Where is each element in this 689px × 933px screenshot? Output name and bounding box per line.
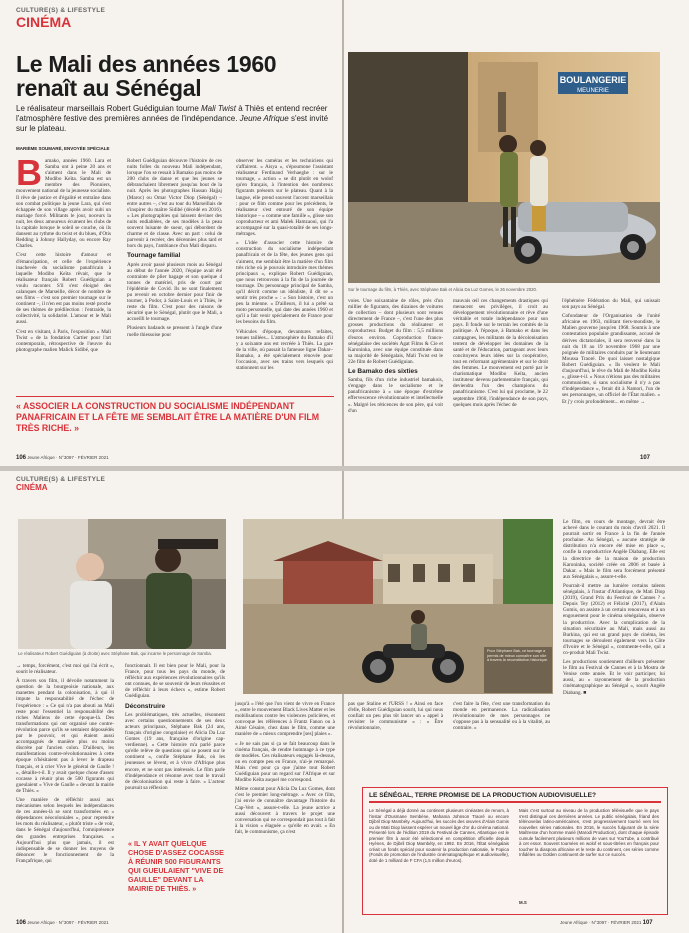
body-column-2 (127, 158, 222, 341)
photo-caption-director: Le réalisateur Robert Guédiguian (à droite) avec Stéphane Bak, qui incarne le personnage de Samba. (18, 651, 212, 656)
paragraph: amako, années 1960. Lara et Samba ont à peine 20 ans et s'aiment dans le Mali de Modibo Keïta. Samba est un membre des Pionniers, mouvement national de la jeunesse socialiste. Il rêve de justice et d'égalité et entraîne dans son combat politique la jeune Lara, qui s'est échappée de son village après avoir subi un mariage forcé. Militants le jour, noceurs la nuit, les deux amoureux écument les clubs de la capitale lorsque le soleil se couche, où ils dansent au rythme du twist et du blues, d'Otis Redding à Johnny Hallyday, ou encore Ray Charles. (16, 158, 111, 250)
photo-illustration (348, 52, 660, 283)
page-number: 106 (16, 455, 27, 461)
deck-magazine: Jeune Afrique (239, 114, 289, 123)
title-line-2: renaît au Sénégal (16, 75, 202, 101)
page-footer-right (640, 455, 650, 461)
body-column-p2-3 (235, 701, 335, 838)
section-kicker: CULTURE(S) & LIFESTYLE (16, 476, 106, 483)
page-footer-left (16, 455, 109, 461)
spread-top (0, 0, 689, 466)
title-line-1: Le Mali des années 1960 (16, 51, 277, 77)
spread-bottom (0, 471, 689, 933)
paragraph: mauvais œil ces changements drastiques qui menacent ses privilèges, il croit au développement révolutionnaire et rêve d'une véritable et totale indépendance pour son pays. Il fonde sur le terrain les comités de la politique. À l'époque, à Bamako et dans les campagnes, les militants de la décolonisation tentent de développer les domaines de la santé et de l'éducation, partageant avec leurs concitoyens leurs idées sur la coopérative, tout en reformant agrémentaire et sur le droit des femmes. Le mouvement est porté par le charismatique Modibo Keïta, ancien instituteur devenu parlementaire français, qui deviendra l'un des champions du panafricanisme. C'est lui qui proclame, le 22 septembre 1960, l'indépendance de son pays, quelques mois après l'échec de (453, 298, 548, 408)
paragraph: fonctionnait. Il est bien pour le Mali, pour la France, pour tous les pays du monde, de réfléchir aux expériences révolutionnaires qu'ils ont connues, de se souvenir de leurs réussites et de réfléchir à leurs échecs », estime Robert Guédiguian. (125, 663, 225, 700)
page-number: 106 (16, 920, 27, 926)
paragraph: « L'idée d'associer cette histoire de construction du socialisme indépendant panafricain et de la fête, des jeunes gens qui s'aiment, me semblait être la matière d'un film très riche où je pouvais introduire mes thèmes principaux », explique Robert Guédiguian, que nous retrouvons à la fin de la journée de tournage. Du personnage principal de Samba, qu'il décrit comme un idéaliste, il dit se « sentir très proche » : « Son histoire, c'est un peu la mienne. » D'ailleurs, il lui a prêté sa moto personnelle, qui date des années 1960 et qu'il a fait venir spécialement de France pour les besoins du film. (236, 240, 333, 326)
section-header-2 (16, 476, 105, 492)
subhead-bamako: Le Bamako des sixties (348, 368, 418, 376)
deck-text: à Thiès et entend recréer l'atmosphère festive des premières années de l'indépendance. (16, 104, 328, 123)
footer-publication: Jeune Afrique · N°3097 · FÉVRIER 2021 (27, 920, 109, 925)
drop-cap: B (16, 152, 42, 193)
deck-text: Le réalisateur marseillais Robert Guédiguian tourne (16, 104, 201, 113)
body-column-p2-6 (563, 519, 665, 699)
section-title: CINÉMA (16, 483, 48, 492)
shop-sign-2: MEUNERIE (577, 88, 609, 94)
section-header (16, 7, 105, 30)
body-column-p2-2 (125, 663, 225, 794)
paragraph: c'est faire la fête, c'est une transformation du monde en permanence. La radicalisation révolutionnaire de mes personnages ne s'oppose pas à la sensualité ou à la vitalité, au contraire. » (453, 701, 550, 732)
photo-film-set (348, 52, 660, 283)
body-column-3 (236, 158, 333, 374)
paragraph: Plusieurs badauds se pressent à l'angle d'une ruelle thiessoise pour (127, 325, 222, 338)
footer-publication: Jeune Afrique · N°3097 · FÉVRIER 2021 (560, 920, 642, 925)
photo-illustration (243, 519, 553, 694)
paragraph: Cofondateur de l'Organisation de l'unité africaine en 1963, militant tiers-mondiste, le Malien gouverne jusqu'en 1968. Soumis à une contestation populaire grandissante, accusé de dérives dictatoriales, il sera renversé dans la nuit du 18 au 19 novembre 1968 par une poignée de militaires conduits par le lieutenant Moussa Traoré. De quoi laisser nostalgique Robert Guédiguian. « Ils veulent le Mali d'aujourd'hui, le rêve du Mali de Modibo Keïta », glisse-t-il. « Nous n'étions pas des militaires communistes, si sans socialisme il n'y a pas d'indépendance », ferait dit à Namori, l'un de ses personnages, un officiel de l'État malien. « Et j'y crois profondément... en même → (562, 313, 660, 405)
byline: MARIÈME SOUMARÉ, ENVOYÉE SPÉCIALE (16, 146, 110, 151)
deck-text: s'est invité sur le plateau. (16, 114, 329, 133)
page-number: 107 (642, 920, 653, 926)
photo-director (18, 519, 226, 649)
photo-illustration (18, 519, 226, 649)
photo-caption-motorbike: Pour Stéphane Bak, ce tournage a permis de mieux connaître son rôle à travers la reconstitution historique. (487, 649, 548, 663)
page-footer-left-2 (16, 920, 109, 926)
spread-gutter (342, 0, 344, 466)
shop-sign-1: BOULANGERIE (559, 75, 627, 85)
paragraph: Robert Guédiguian découvre l'histoire de ces nuits folles du nouveau Mali indépendant, lorsque l'on se ressait à Bamako pas moins de 200 clubs de danse et que les jeunes se débranchaient librement jusqu'au bout de la nuit. Après les photographes Hassan Hajjaj (Maroc) ou Omar Victor Diop (Sénégal) – entre autres –, c'est au tour du Marseillais de s'inspirer du maître Sidibé (décédé en 2016). « Les photographies qui laissent deviner des nuits endiablées, de ses modèles à la peau souvent luisante de sueur, qui débordent de charme et de classe. Avec un part : celui de parvenir à recréer, des décennies plus tard et hors du pays, l'ambiance d'un Mali disparu. (127, 158, 222, 250)
paragraph: observer les caméras et les techniciens qui s'affairent. « Aisya », s'époumone l'assistant réalisateur Ferdinand Verhaeghe : sur le tournage, « action » se dit plutôt en wolof qu'en français, à l'intention des nombreux figurants présents sur le plateau. Quant à la langue, elle prend souvent l'accent marseillais : pour ce film comme pour les précédents, le réalisateur s'est entouré de son équipe historique – « comme une famille », glisse son coproducteur et ami Malek Hamzaoui, qui l'a accompagné sur la quasi-totalité de ses longs-métrages. (236, 158, 333, 238)
footer-publication: Jeune Afrique · N°3097 · FÉVRIER 2021 (27, 455, 109, 460)
paragraph: Samba, fils d'un riche industriel bamakois, s'engage dans le socialisme et le panafricanisme à « une époque d'extrême effervescence révolutionnaire et intellectuelle ». Malgré les réticences de son père, qui voit d'un (348, 377, 443, 414)
paragraph: Véhicules d'époque, devantures refaites, tenues taillées... L'atmosphère du Bamako d'il y a soixante ans est recréée à Thiès. La gare de la ville, où passait la fameuse ligne Dakar–Bamako, a été spécialement rénovée pour l'occasion, avec ses trains vers lesquels qui stationnent sur les (236, 328, 333, 372)
paragraph: C'est cette histoire d'amour et d'émancipation, et celle de l'expérience inachevée du socialisme panafricain à laquelle Modibo Keïta rêvait, que le réalisateur français Robert Guédiguian a voulu raconter. S'il s'est éloigné des calanques de Marseille, décor de nombre de ses films – c'est son premier tournage sur le continent –, il n'en est pas moins resté proche de ses thèmes de prédilection : l'entraide, la collectivité, la solidarité. L'amour et le Mali aussi. (16, 252, 111, 326)
photo-caption-top: Sur le tournage du film, à Thiès, avec Stéphane Bak et Alicia Da Luz Gomes, le 26 novembre 2020. (348, 287, 538, 292)
body-column-p2-1 (16, 663, 114, 867)
photo-street-motorbike (243, 519, 553, 694)
sidebar-box (362, 787, 668, 915)
body-column-1 (16, 152, 111, 356)
paragraph: Les problématiques, très actuelles, résonnent avec certains questionnements de ses deux acteurs principaux, Stéphane Bak (24 ans, français d'origine congolaise) et Alicia Da Luz Gomes (19 ans, française d'origine cap-verdienne). « Cette histoire m'a parlé parce qu'elle relève de questions qui se posent sur le continent », confie Stéphane Bak, où les jeunesses se lèvent, et à vivre d'Afrique plus encore, et ne sont pas intéressés. Le film parle d'indépendance et résonne avec tout le travail de décolonisation qui reste à faire. » L'acteur poursuit sa réflexion (125, 711, 225, 791)
article-title (16, 52, 336, 100)
subhead-deconstruire: Déconstruire (125, 702, 166, 710)
paragraph: voies. Une soixantaine de rôles, près d'un millier de figurants, des dizaines de voitures de collection – dont plusieurs sont venues directement de France –, c'est l'une des plus grosses productions du réalisateur et coproducteur. Budget du film : 5,5 millions d'euros environ. Coproduction franco-sénégalaise des sociétés Agat Films & Cie et Karoninka, avec une équipe constituée dans sa majorité de Sénégalais, Mali Twist est le 22e film de Robert Guédiguian. (348, 298, 443, 365)
paragraph: Après avoir passé plusieurs mois au Sénégal au début de l'année 2020, l'équipe avait été contrainte de plier bagage et son quelque 4 tonnes de matériel, pris de court par l'épidémie de Covid. Ils ne sont finalement pu revenir en octobre dernier pour finir de tourner, à Podor, à Saint-Louis et à Thiès, le reste du film. C'est pour des raisons de sécurité que le Sénégal, plutôt que le Mali, a accueilli le tournage. (127, 261, 222, 323)
sidebar-column-1: Le Sénégal a déjà donné au continent plusieurs cinéastes de renom, à l'instar d'Ousmane Sembène, Mahama Johnson Traoré ou encore Djibril Diop Mambéty. Aujourd'hui, les succès des œuvres d'Alain Gomis ou de Mati Diop laissent espérer un nouvel âge d'or du cinéma national. Présenté lors de l'édition 2019 du Festival de Cannes, Atlantique est le premier film à avoir été sélectionné en compétition officielle depuis Hyènes, de Djibril Diop Mambéty, en 1992. En 2016, l'État sénégalais créait un fonds spécial pour soutenir la production nationale, le Fopica (Fonds de promotion de l'industrie cinématographique et audiovisuelle), doté de 1 milliard de F CFA (1,5 million d'euros). (369, 808, 509, 863)
page-footer-right-2 (560, 920, 653, 926)
paragraph: pas que Staline et l'URSS ! » Ainsi en face d'elle, Robert Guédiguian sourit, lui qui nous confiait un peu plus tôt lancer un « appel à revisiter le communisme » : « Être révolutionnaire, (348, 701, 443, 732)
sidebar-title: LE SÉNÉGAL, TERRE PROMISE DE LA PRODUCTION AUDIOVISUELLE? (369, 792, 661, 803)
paragraph: C'est en visitant, à Paris, l'exposition « Mali Twist » de la fondation Cartier pour l'art contemporain, rétrospective de l'œuvre du photographe malien Malick Sidibé, que (16, 328, 111, 353)
body-column-4 (348, 298, 443, 417)
paragraph: Les productions soutiennent d'ailleurs présenter le film au Festival de Cannes et à la Mostra de Venise cette année. Et le voir participer, lui aussi, au « rayonnement de la production cinématographique au Sénégal », sourit Angèle Diabang. ■ (563, 659, 665, 696)
pull-quote-text: « ASSOCIER LA CONSTRUCTION DU SOCIALISME INDÉPENDANT PANAFRICAIN ET LA FÊTE ME SEMBLAIT ÊTRE LA MATIÈRE D'UN FILM TRÈS RICHE. » (16, 401, 320, 433)
paragraph: Le film, en cours de montage, devrait être achevé dans le courant du mois d'avril 2021. Il pourrait sortir en France à la fin de l'année prochaine. Au Sénégal, « aucune stratégie de distribution n'a encore été mise en place », confie la coproductrice Angèle Diabang. Elle est la directrice de la maison de production Karoninka, société créée en 2006 et basée à Dakar. « Mais le film sera forcément présenté aux Sénégalais », assure-t-elle. (563, 519, 665, 580)
subhead-tournage: Tournage familial (127, 252, 181, 260)
sidebar-column-2: Mais c'est surtout au niveau de la production télévisuelle que le pays s'est distingué ces dernières années. Le public sénégalais, friand des télénovelas latino-américaines, s'est progressivement tourné vers les nouvelles séries nationales. En 2016, le succès fulgurant de la série Maîtresse d'un homme marié (Marodi Production), dont chaque épisode cumule facilement plusieurs millions de vues sur YouTube, a contribué à cet essor. Souvent tournées en wolof et sous-titrées en français pour toucher la diaspora africaine et le reste du continent, ces séries comme Infidèles ou Golden continuent de surfer sur ce succès. (519, 808, 659, 857)
body-column-p2-4 (348, 701, 443, 734)
section-kicker: CULTURE(S) & LIFESTYLE (16, 7, 106, 14)
page-number: 107 (640, 455, 651, 461)
paragraph: → temps, forcément, c'est moi qui l'ai écrit », sourit le réalisateur. (16, 663, 114, 676)
pull-quote-bottom (128, 839, 226, 893)
deck-film-title: Mali Twist (201, 104, 236, 113)
sidebar-signature: M.S (519, 900, 527, 905)
section-title: CINÉMA (16, 14, 72, 30)
paragraph: Même constat pour Alicia Da Luz Gomes, dont c'est le premier long-métrage. « Avec ce film, j'ai envie de connaître davantage l'histoire du Cap-Vert », assure-t-elle. La jeune actrice a aussi découvert à travers le projet une conversation qui ne correspondait pas tout à fait à la vision « élaguée » qu'elle en avait. « En fait, le communisme, ça n'est (235, 786, 335, 835)
body-column-5 (453, 298, 548, 411)
paragraph: Pourrait-il mettre au lumière certains talents sénégalais, à l'instar d'Atlantique, de Mati Diop (2019), Grand Prix du Festival de Cannes ? « Depuis Tey (2012) et Félicité (2017), d'Alain Gomis, on assiste à un certain renouveau et à un engouement pour le cinéma sénégalais, observe la productrice. Avec la complication de la situation sécuritaire au Mali, mais aussi au Burkina, qui est un grand pays de cinéma, les tournages se déroulent également vers la Côte d'Ivoire et le Sénégal », commente-t-elle, qui a co-produit Mali Twist. (563, 582, 665, 656)
article-deck (16, 104, 334, 134)
body-column-p2-5 (453, 701, 550, 734)
paragraph: l'éphémère Fédération du Mali, qui unissait son pays au Sénégal. (562, 298, 660, 311)
body-column-6 (562, 298, 660, 408)
pull-quote-text: « IL Y AVAIT QUELQUE CHOSE D'ASSEZ COCASSE À RÉUNIR 500 FIGURANTS QUI GUEULAIENT "VIVE DE GAULLE" DEVANT LA MAIRIE DE THIÈS. » (128, 839, 224, 893)
paragraph: « Je ne sais pas si ça se fait beaucoup dans le cinéma français, de rendre hommage à ce type de modèles. Ces réalisateurs engagés là-dessus, on en compte peu en France, n'ai-je remarqué. Mais c'est pour ça que j'aime tout Robert Guédiguian pour un regard sur l'Afrique et sur Modibo Keïta auquel me correspond. (235, 740, 335, 784)
paragraph: À travers son film, il dévoile notamment la question de la bourgeoisie nationale, aux manettes pendant la colonisation, à qui il impute la responsabilité de l'échec de l'expérience : « Ce qui n'a pas abouti au Mali reste pour l'essentiel la responsabilité des riches Maliens de cette époque-là. Des transformations qui ont organisé une contre-révolution parce qu'ils se sentaient dépossédés par le pouvoir, et qui étaient aussi accompagnés de manière plus ou moins discrète par l'ancien colon. D'ailleurs, les manifestations contre-révolutionnaires à cette époque n'hésitaient pas à lever le drapeau français, et à crier Vive le général de Gaulle ! », détaille-t-il. Il y avait quelque chose d'assez cocasse à réunir plus de 500 figurants qui gueulaient « Vive de Gaulle » devant la mairie de Thiès. » (16, 678, 114, 794)
paragraph: Une manière de réfléchir aussi aux mécanismes selon lesquels les indépendances de ces années-là se sont transformées en « dépendances néocoloniales », pour reprendre les mots du réalisateur, « plutôt triste » de voir, dans le Sénégal d'aujourd'hui, l'omniprésence des grandes entreprises françaises. « Aujourd'hui plus que jamais, il est indispensable de se donner les moyens de dénoncer le fonctionnement de la Françafrique, qui (16, 796, 114, 864)
pull-quote-top (16, 396, 334, 434)
paragraph: jusqu'à « l'été que l'on vient de vivre en France », entre le mouvement Black Lives Matter et les mobilisations contre les violences policières, et convoque les références à Frantz Fanon ou à Aimé Césaire, chez dans le film, comme une manière de « mieux comprendre [ses] plaies ». (235, 701, 335, 738)
